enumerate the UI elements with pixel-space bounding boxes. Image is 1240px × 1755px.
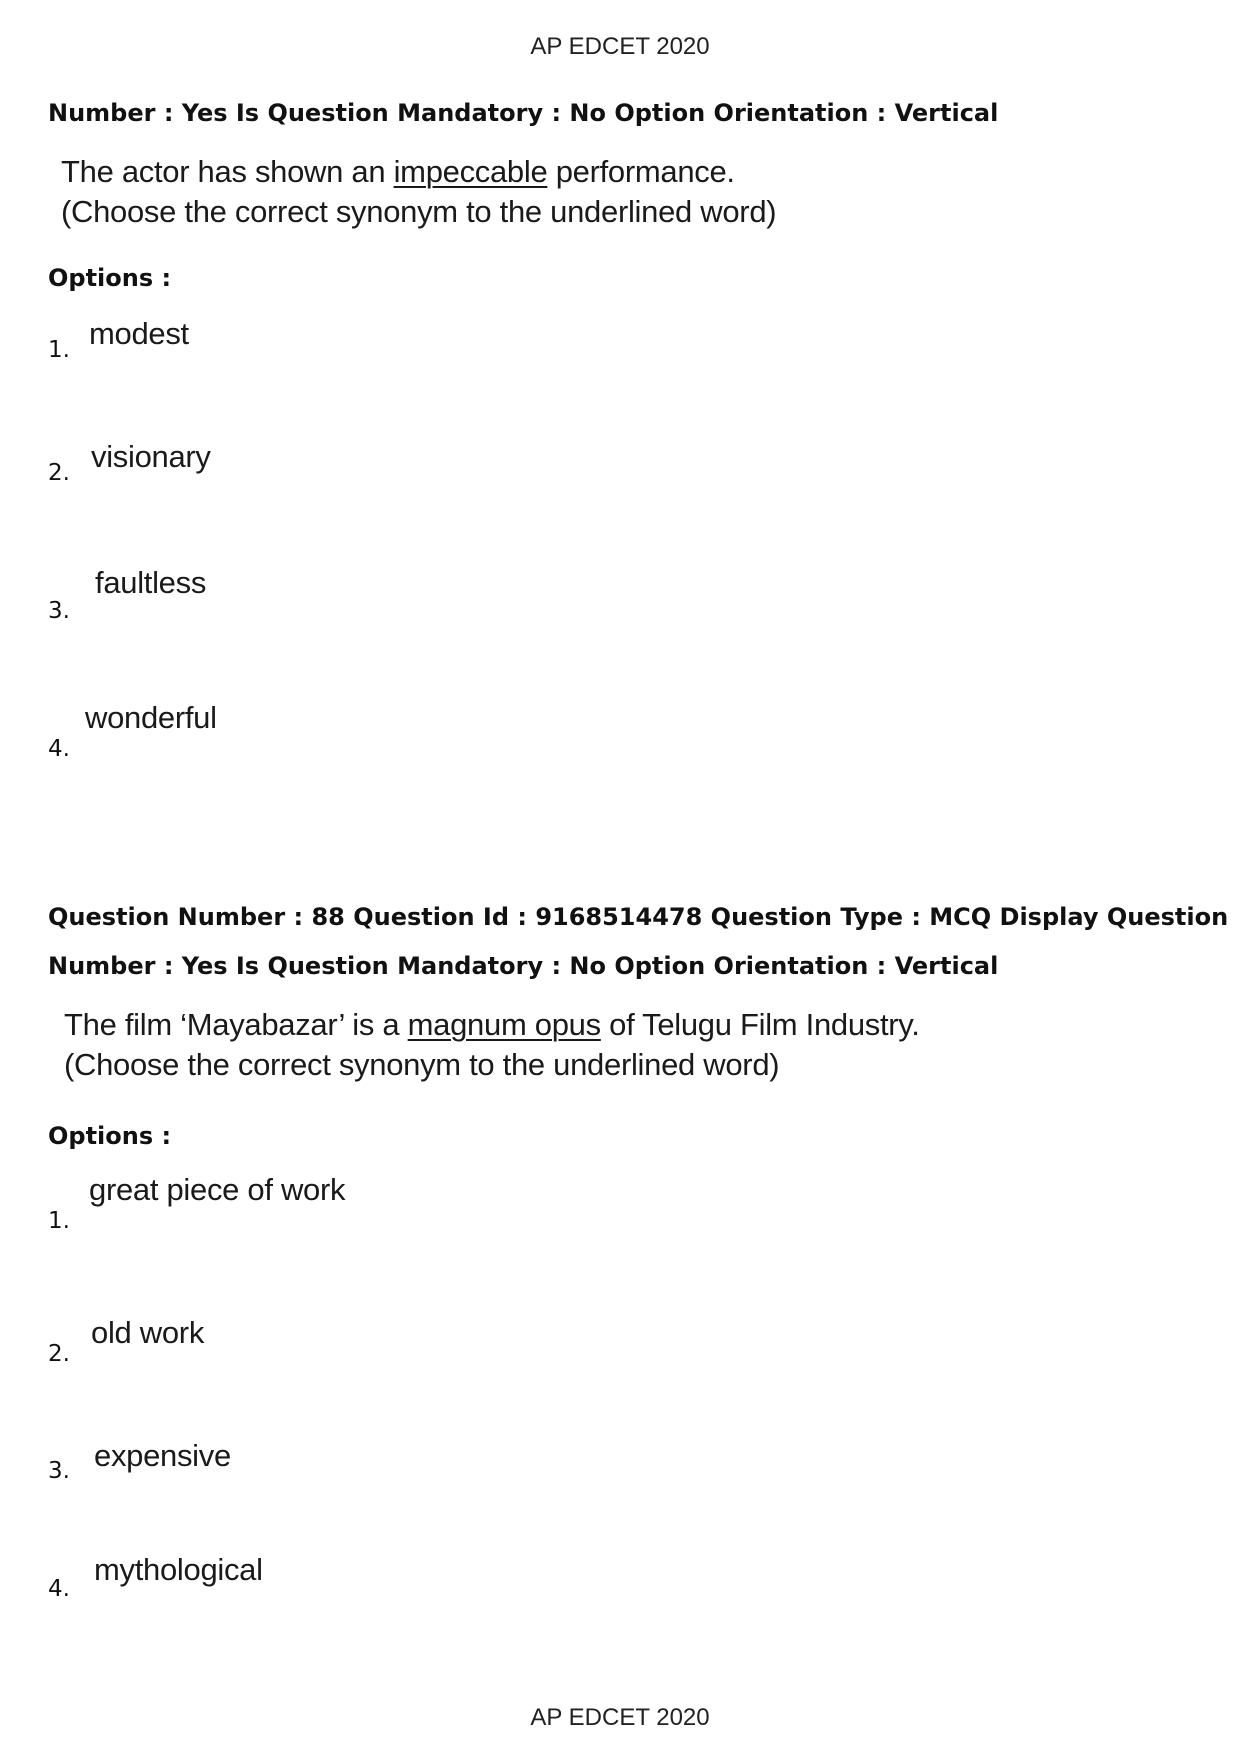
option-number: 1. [48, 337, 70, 363]
option-text[interactable]: faultless [95, 565, 207, 600]
option-number: 2. [48, 1341, 70, 1367]
options-label: Options : [48, 264, 172, 292]
option-text[interactable]: great piece of work [89, 1172, 346, 1207]
underlined-word: impeccable [393, 154, 548, 189]
option-text[interactable]: old work [91, 1315, 205, 1350]
option-text[interactable]: visionary [91, 439, 211, 474]
option-number: 2. [48, 460, 70, 486]
stem-text-before: The film ‘Mayabazar’ is a [64, 1007, 408, 1042]
option-number: 1. [48, 1208, 70, 1234]
stem-instruction: (Choose the correct synonym to the underlined word) [61, 194, 777, 229]
question-meta-line: Number : Yes Is Question Mandatory : No Option Orientation : Vertical [48, 99, 999, 127]
stem-text-after: performance. [547, 154, 735, 189]
option-text[interactable]: mythological [94, 1552, 263, 1587]
stem-instruction: (Choose the correct synonym to the underlined word) [64, 1047, 780, 1082]
page-header: AP EDCET 2020 [530, 33, 710, 60]
option-text[interactable]: modest [89, 316, 189, 351]
option-number: 4. [48, 736, 70, 762]
option-number: 3. [48, 1458, 70, 1484]
stem-text-before: The actor has shown an [61, 154, 394, 189]
question-meta-line: Question Number : 88 Question Id : 9168514478 Question Type : MCQ Display Question [48, 903, 1229, 931]
option-number: 3. [48, 598, 70, 624]
question-meta-line: Number : Yes Is Question Mandatory : No Option Orientation : Vertical [48, 952, 999, 980]
option-text[interactable]: expensive [94, 1438, 231, 1473]
stem-text-after: of Telugu Film Industry. [600, 1007, 920, 1042]
question-stem [64, 1005, 920, 1085]
option-number: 4. [48, 1576, 70, 1602]
options-label: Options : [48, 1122, 172, 1150]
page-footer: AP EDCET 2020 [530, 1704, 710, 1731]
underlined-word: magnum opus [407, 1007, 601, 1042]
question-stem [61, 152, 776, 232]
option-text[interactable]: wonderful [85, 700, 217, 735]
